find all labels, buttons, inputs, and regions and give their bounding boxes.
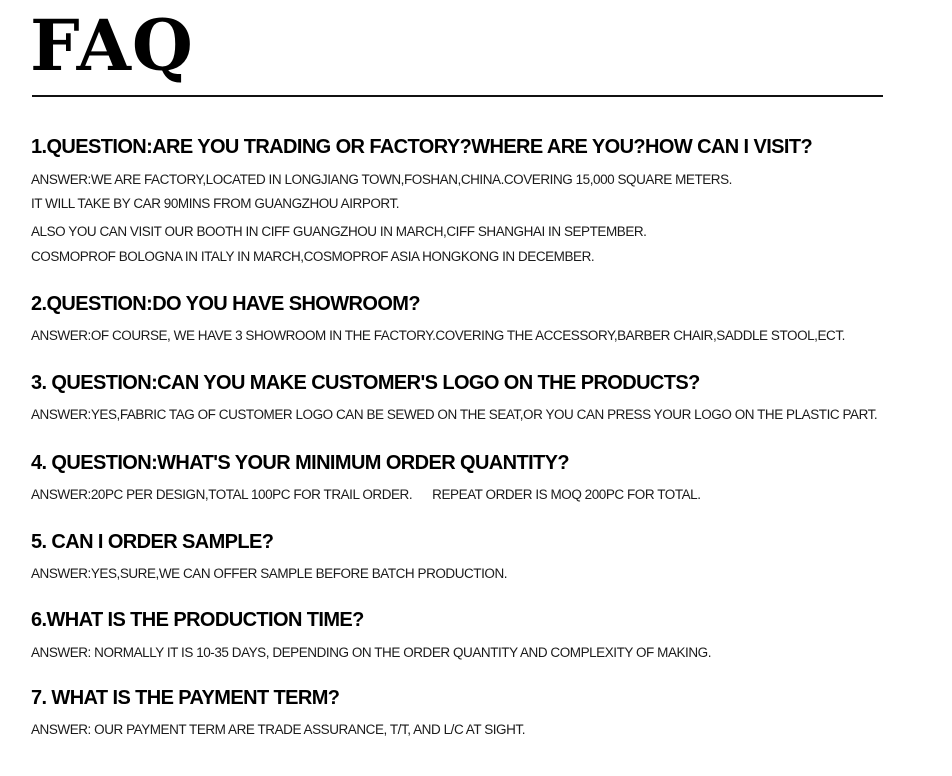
faq-2-question: 2.QUESTION:DO YOU HAVE SHOWROOM? bbox=[31, 293, 420, 315]
faq-1-answer-line-1: ANSWER:WE ARE FACTORY,LOCATED IN LONGJIANG TOWN,FOSHAN,CHINA.COVERING 15,000 SQUARE METERS. bbox=[31, 172, 732, 187]
title-divider bbox=[32, 95, 883, 97]
page-title: FAQ bbox=[30, 4, 194, 87]
faq-6-question: 6.WHAT IS THE PRODUCTION TIME? bbox=[31, 609, 364, 631]
faq-4-answer-line-1 bbox=[31, 486, 701, 504]
faq-4-answer-part-1: ANSWER:20PC PER DESIGN,TOTAL 100PC FOR TRAIL ORDER. bbox=[31, 487, 413, 502]
faq-7-question: 7. WHAT IS THE PAYMENT TERM? bbox=[31, 687, 340, 709]
faq-4-answer-part-2: REPEAT ORDER IS MOQ 200PC FOR TOTAL. bbox=[432, 487, 701, 502]
faq-2-answer-line-1: ANSWER:OF COURSE, WE HAVE 3 SHOWROOM IN THE FACTORY.COVERING THE ACCESSORY,BARBER CHAIR,SADDLE STOOL,ECT. bbox=[31, 328, 845, 343]
faq-1-answer-line-3: ALSO YOU CAN VISIT OUR BOOTH IN CIFF GUANGZHOU IN MARCH,CIFF SHANGHAI IN SEPTEMBER. bbox=[31, 224, 647, 239]
faq-3-answer-line-1: ANSWER:YES,FABRIC TAG OF CUSTOMER LOGO CAN BE SEWED ON THE SEAT,OR YOU CAN PRESS YOUR LOGO ON THE PLASTIC PART. bbox=[31, 407, 878, 422]
faq-5-answer-line-1: ANSWER:YES,SURE,WE CAN OFFER SAMPLE BEFORE BATCH PRODUCTION. bbox=[31, 566, 508, 581]
faq-1-answer-line-2: IT WILL TAKE BY CAR 90MINS FROM GUANGZHOU AIRPORT. bbox=[31, 196, 400, 211]
faq-4-question: 4. QUESTION:WHAT'S YOUR MINIMUM ORDER QUANTITY? bbox=[31, 452, 570, 474]
faq-3-question: 3. QUESTION:CAN YOU MAKE CUSTOMER'S LOGO ON THE PRODUCTS? bbox=[31, 372, 700, 394]
faq-6-answer-line-1: ANSWER: NORMALLY IT IS 10-35 DAYS, DEPENDING ON THE ORDER QUANTITY AND COMPLEXITY OF MAKING. bbox=[31, 645, 711, 660]
faq-5-question: 5. CAN I ORDER SAMPLE? bbox=[31, 531, 274, 553]
faq-7-answer-line-1: ANSWER: OUR PAYMENT TERM ARE TRADE ASSURANCE, T/T, AND L/C AT SIGHT. bbox=[31, 722, 526, 737]
faq-1-question: 1.QUESTION:ARE YOU TRADING OR FACTORY?WHERE ARE YOU?HOW CAN I VISIT? bbox=[31, 136, 813, 158]
faq-1-answer-line-4: COSMOPROF BOLOGNA IN ITALY IN MARCH,COSMOPROF ASIA HONGKONG IN DECEMBER. bbox=[31, 249, 595, 264]
